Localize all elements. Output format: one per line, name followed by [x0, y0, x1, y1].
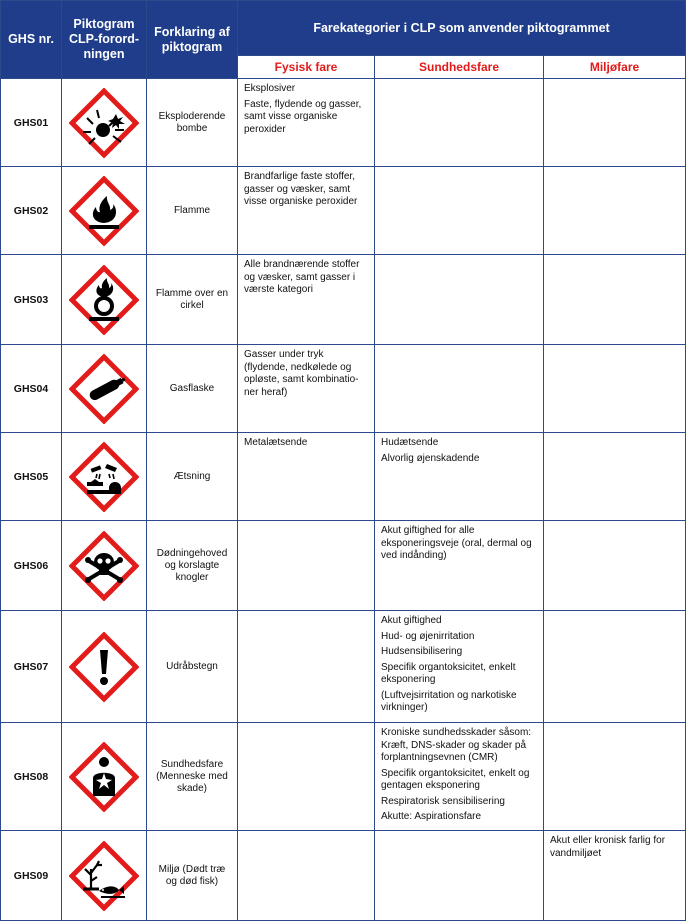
pictogram-explanation: Dødningehoved og korslagte knogler: [147, 521, 238, 611]
environmental-hazard-cell: [544, 521, 686, 611]
pictogram-cell: [62, 345, 147, 433]
ghs-number: GHS07: [1, 611, 62, 723]
header-explanation: Forklaring af piktogram: [147, 1, 238, 79]
pictogram-explanation: Flamme over en cirkel: [147, 255, 238, 345]
hazard-category-text: Specifik organtoksicitet, enkelt eksponering: [381, 661, 516, 685]
pictogram-cell: [62, 723, 147, 831]
environmental-hazard-cell: [544, 611, 686, 723]
exclamation-mark-icon: [69, 632, 139, 702]
gas-cylinder-icon: [69, 354, 139, 424]
header-health: Sundhedsfare: [375, 56, 544, 79]
physical-hazard-cell: [238, 167, 375, 255]
physical-hazard-cell: [238, 79, 375, 167]
hazard-category-text: Akut eller kronisk farlig for vandmiljøet: [550, 835, 666, 859]
ghs-number: GHS02: [1, 167, 62, 255]
physical-hazard-cell: [238, 521, 375, 611]
hazard-category-text: Specifik organtoksicitet, enkelt og gentagen eksponering: [381, 767, 530, 791]
pictogram-cell: [62, 521, 147, 611]
environmental-hazard-cell: [544, 255, 686, 345]
ghs-number: GHS08: [1, 723, 62, 831]
hazard-category-text: Hudsensibilisering: [381, 646, 463, 657]
ghs-number: GHS05: [1, 433, 62, 521]
skull-crossbones-icon: [69, 531, 139, 601]
hazard-category-text: Metalætsende: [244, 437, 308, 448]
flame-icon: [69, 176, 139, 246]
health-hazard-cell: [375, 723, 544, 831]
hazard-category-text: Brandfarlige faste stoffer, gasser og væsker, samt visse organiske peroxider: [244, 171, 358, 207]
header-environment: Miljøfare: [544, 56, 686, 79]
environmental-hazard-cell: [544, 345, 686, 433]
table-row: [1, 79, 686, 167]
pictogram-cell: [62, 831, 147, 921]
hazard-category-text: (Luftvejsirritation og narkotiske virkninger): [381, 689, 517, 713]
pictogram-cell: [62, 255, 147, 345]
table-row: [1, 611, 686, 723]
health-hazard-cell: [375, 255, 544, 345]
pictogram-explanation: Udråbstegn: [147, 611, 238, 723]
pictogram-explanation: Miljø (Dødt træ og død fisk): [147, 831, 238, 921]
hazard-category-text: Kroniske sundhedsskader såsom: Kræft, DNS-skader og skader på forplantningsevnen (CMR): [381, 727, 532, 763]
hazard-category-text: Eksplosiver: [244, 83, 296, 94]
pictogram-cell: [62, 433, 147, 521]
header-pictogram: Piktogram CLP-forord-ningen: [62, 1, 147, 79]
hazard-category-text: Akut giftighed for alle eksponeringsveje (oral, dermal og ved indånding): [381, 525, 532, 561]
ghs-number: GHS04: [1, 345, 62, 433]
hazard-category-text: Hudætsende: [381, 437, 439, 448]
pictogram-explanation: Ætsning: [147, 433, 238, 521]
physical-hazard-cell: [238, 723, 375, 831]
physical-hazard-cell: [238, 611, 375, 723]
hazard-category-text: Alle brandnærende stoffer og væsker, samt gasser i værste kategori: [244, 259, 360, 295]
exploding-bomb-icon: [69, 88, 139, 158]
physical-hazard-cell: [238, 433, 375, 521]
physical-hazard-cell: [238, 255, 375, 345]
hazard-category-text: Faste, flydende og gasser, samt visse organiske peroxider: [244, 98, 362, 135]
health-hazard-cell: [375, 611, 544, 723]
physical-hazard-cell: [238, 345, 375, 433]
health-hazard-icon: [69, 742, 139, 812]
table-row: [1, 831, 686, 921]
table-row: [1, 723, 686, 831]
table-row: [1, 167, 686, 255]
corrosion-icon: [69, 442, 139, 512]
environmental-hazard-cell: [544, 167, 686, 255]
health-hazard-cell: [375, 167, 544, 255]
header-categories: Farekategorier i CLP som anvender piktogrammet: [238, 1, 686, 56]
health-hazard-cell: [375, 433, 544, 521]
table-row: [1, 521, 686, 611]
hazard-category-text: Respiratorisk sensibilisering: [381, 795, 505, 807]
hazard-category-text: Akut giftighed: [381, 615, 442, 626]
table-row: [1, 345, 686, 433]
pictogram-explanation: Gasflaske: [147, 345, 238, 433]
health-hazard-cell: [375, 521, 544, 611]
environmental-hazard-cell: [544, 79, 686, 167]
header-ghs-nr: GHS nr.: [1, 1, 62, 79]
environmental-hazard-cell: [544, 433, 686, 521]
environmental-hazard-cell: [544, 831, 686, 921]
table-row: [1, 255, 686, 345]
ghs-number: GHS03: [1, 255, 62, 345]
hazard-category-text: Gasser under tryk (flydende, nedkølede og opløste, samt kombinatio-ner heraf): [244, 349, 359, 398]
physical-hazard-cell: [238, 831, 375, 921]
pictogram-cell: [62, 167, 147, 255]
ghs-number: GHS09: [1, 831, 62, 921]
hazard-category-text: Akutte: Aspirationsfare: [381, 811, 482, 822]
hazard-category-text: Alvorlig øjenskadende: [381, 452, 480, 464]
pictogram-cell: [62, 79, 147, 167]
pictogram-explanation: Flamme: [147, 167, 238, 255]
health-hazard-cell: [375, 79, 544, 167]
header-physical: Fysisk fare: [238, 56, 375, 79]
table-row: [1, 433, 686, 521]
environmental-hazard-cell: [544, 723, 686, 831]
health-hazard-cell: [375, 831, 544, 921]
health-hazard-cell: [375, 345, 544, 433]
environment-icon: [69, 841, 139, 911]
hazard-category-text: Hud- og øjenirritation: [381, 630, 475, 642]
pictogram-cell: [62, 611, 147, 723]
ghs-number: GHS06: [1, 521, 62, 611]
ghs-number: GHS01: [1, 79, 62, 167]
pictogram-explanation: Eksploderende bombe: [147, 79, 238, 167]
pictogram-explanation: Sundhedsfare (Menneske med skade): [147, 723, 238, 831]
flame-over-circle-icon: [69, 265, 139, 335]
